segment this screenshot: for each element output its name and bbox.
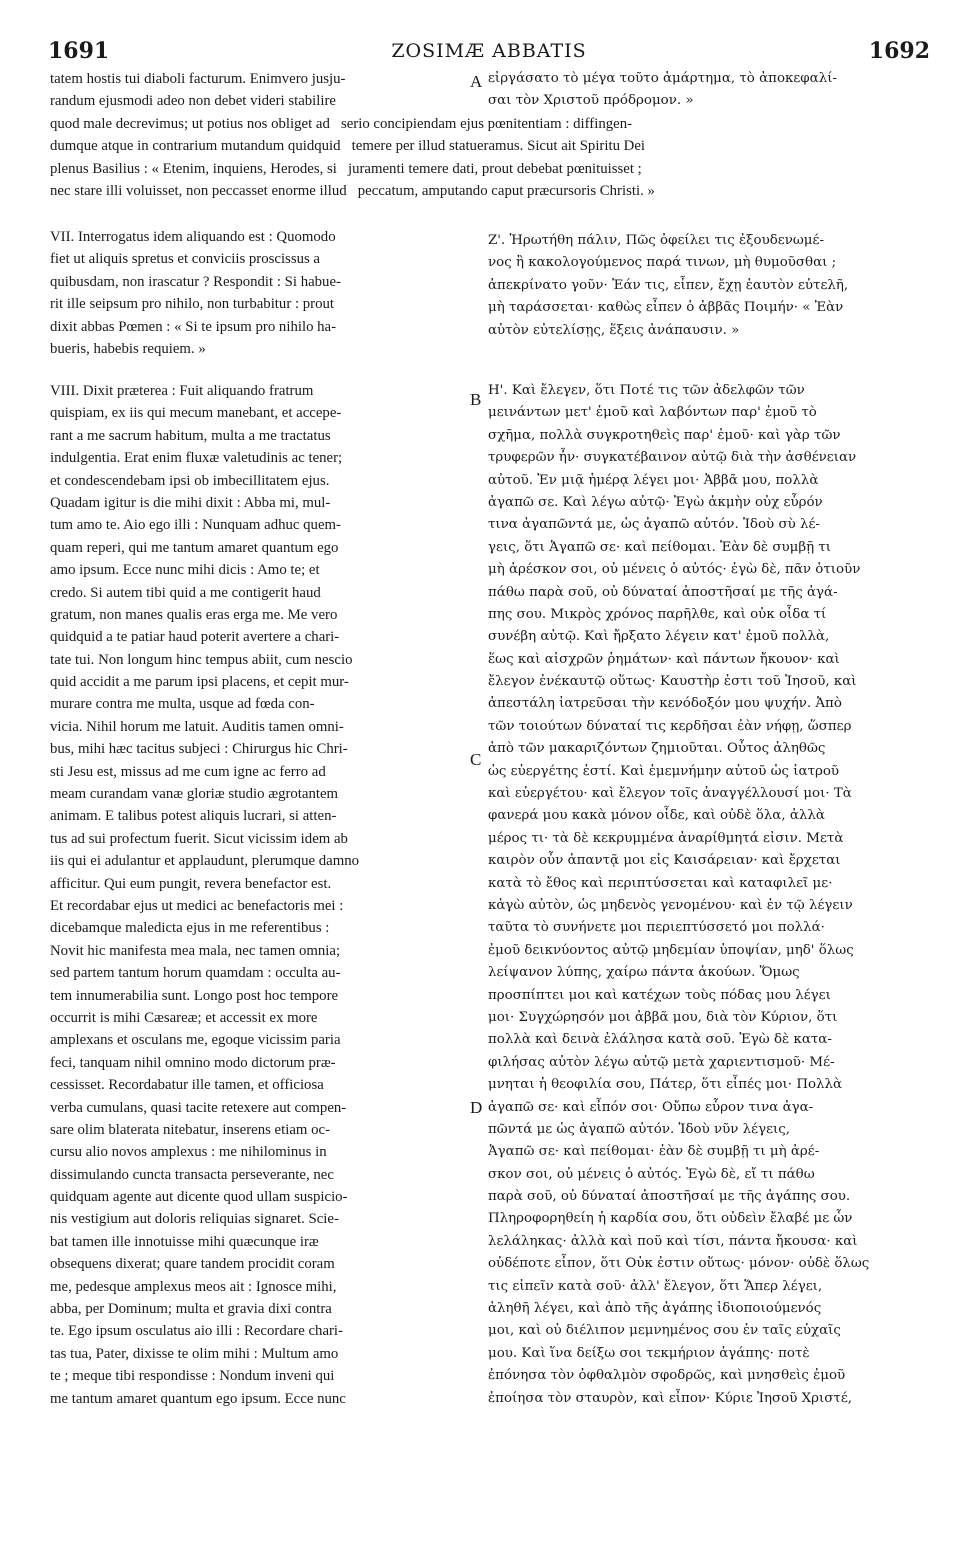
text-line: ταῦτα τὸ συνήνετε μοι περιεπτύσσετό μοι πολλά·	[488, 920, 825, 936]
text-line: obsequens dixerat; quare tandem procidit coram	[50, 1256, 335, 1273]
page-number-left: 1691	[48, 38, 110, 64]
page-number-right: 1692	[868, 38, 930, 64]
text-line: sti Jesu est, missus ad me cum igne ac ferro ad	[50, 763, 326, 780]
text-line: tas tua, Pater, dixisse te olim mihi : Multum amo	[50, 1345, 339, 1362]
full-width-paragraph	[50, 113, 930, 203]
greek-column-top	[488, 68, 928, 113]
text-line: Πληροφορηθείη ἡ καρδία σου, ὅτι οὐδεὶν ἔλαβέ με ὧν	[488, 1211, 853, 1227]
text-line: me tantum amaret quantum ego ipsum. Ecce nunc	[50, 1390, 346, 1407]
text-line: καὶ εὐεργέτου· καὶ ἔλεγον τοῖς ἀναγγέλλουσί μοι· Τὰ	[488, 786, 852, 802]
text-line: quidquid a te patiar haud poterit avertere a chari-	[50, 629, 340, 646]
text-line: ἐποίησα τὸν σταυρὸν, καὶ εἶπον· Κύριε Ἰησοῦ Χριστέ,	[488, 1390, 853, 1406]
text-line: cessisset. Recordabatur ille tamen, et officiosa	[50, 1077, 324, 1094]
greek-section-vii	[488, 230, 928, 342]
text-line: fiet ut aliquis spretus et conviciis proscissus a	[50, 251, 320, 268]
text-line: verba cumulans, quasi tacite retexere aut compen-	[50, 1099, 347, 1116]
greek-section-viii	[488, 380, 928, 1410]
text-line: quispiam, ex iis qui mecum manebant, et accepe-	[50, 405, 342, 422]
text-line: αὐτοῦ. Ἐν μιᾷ ἡμέρᾳ λέγει μοι· Ἀββᾶ μου, πολλὰ	[488, 472, 819, 488]
text-line: μέρος τι· τὰ δὲ κεκρυμμένα ἀναρίθμητά εἰσιν. Μετὰ	[488, 830, 844, 846]
text-line: animam. E talibus potest aliquis lucrari, si atten-	[50, 808, 337, 825]
text-line: tus ad sui profectum fuerit. Sicut vicissim idem ab	[50, 830, 348, 847]
text-line: plenus Basilius : « Etenim, inquiens, Herodes, si juramenti temere dati, prout debebat pœnituisset ;	[50, 160, 642, 177]
text-line: meam curandam vanæ gloriæ studio ægrotantem	[50, 786, 339, 803]
text-line: randum ejusmodi adeo non debet videri stabilire	[50, 93, 336, 110]
text-line: ἐμοῦ δεικνύοντος αὐτῷ μηδεμίαν ὑποψίαν, μηδ' ὅλως	[488, 942, 854, 958]
text-line: murare contra me multa, usque ad fœda con-	[50, 696, 315, 713]
text-line: μνηται ἡ θεοφιλία σου, Πάτερ, ὅτι εἶπές μοι· Πολλὰ	[488, 1077, 843, 1093]
text-line: ἀπεστάλη ἰατρεῦσαι τὴν κενόδοξόν μου ψυχήν. Ἀπὸ	[488, 696, 842, 712]
text-line: abba, per Dominum; multa et gravia dixi contra	[50, 1301, 332, 1318]
text-line: σαι τὸν Χριστοῦ πρόδρομον. »	[488, 93, 694, 109]
text-line: τῶν τοιούτων δύναταί τις κερδῆσαι ἐὰν νήφῃ, ὥσπερ	[488, 718, 852, 734]
text-line: ὡς εὐεργέτης ἐστί. Καὶ ἐμεμνήμην αὐτοῦ ὡς ἰατροῦ	[488, 763, 840, 779]
text-line: λελάληκας· ἀλλὰ καὶ ποῦ καὶ τίσι, πάντα ἤκουσα· καὶ	[488, 1233, 858, 1249]
text-line: nis vestigium aut doloris reliquias signaret. Scie-	[50, 1211, 339, 1228]
text-line: et condescendebam ipsi ob imbecillitatem ejus.	[50, 472, 330, 489]
text-line: αὐτὸν εὐτελίσῃς, ἕξεις ἀνάπαυσιν. »	[488, 322, 740, 338]
margin-mark-d: D	[470, 1098, 483, 1117]
text-line: Quadam igitur is die mihi dixit : Abba mi, mul-	[50, 494, 331, 511]
text-line: rit ille seipsum pro nihilo, non turbabitur : prout	[50, 296, 334, 313]
text-line: Et recordabar ejus ut medici ac benefactoris mei :	[50, 897, 344, 914]
margin-mark-c: C	[470, 750, 482, 769]
text-line: τις εἰπεῖν κατὰ σοῦ· ἀλλ' ἔλεγον, ὅτι Ἅπερ λέγει,	[488, 1278, 823, 1294]
text-line: Ζ'. Ἠρωτήθη πάλιν, Πῶς ὀφείλει τις ἐξουδενωμέ-	[488, 233, 824, 248]
text-line: ἀγαπῶ σε. Καὶ λέγω αὐτῷ· Ἐγὼ ἀκμὴν οὐχ εὗρόν	[488, 494, 823, 510]
text-line: indulgentia. Erat enim fluxæ valetudinis ac tener;	[50, 450, 343, 467]
text-line: dixit abbas Pœmen : « Si te ipsum pro nihilo ha-	[50, 318, 337, 335]
text-line: ἀγαπῶ σε· καὶ εἶπόν σοι· Οὔπω εὗρον τινα ἀγα-	[488, 1099, 814, 1115]
text-line: tem innumerabilia sunt. Longo post hoc tempore	[50, 987, 339, 1004]
text-line: quam reperi, qui me tantum amaret quantum ego	[50, 539, 339, 556]
text-line: dicebamque maledicta ejus in me referentibus :	[50, 920, 330, 937]
text-line: credo. Si autem tibi quid a me contigerit haud	[50, 584, 321, 601]
text-line: quidquam agente aut dicente quod ullam suspicio-	[50, 1189, 348, 1206]
text-line: te. Ego ipsum osculatus aio illi : Recordare chari-	[50, 1323, 343, 1340]
text-line: ἕως καὶ αἰσχρῶν ῥημάτων· καὶ πάντων ἤκουον· καὶ	[488, 651, 840, 667]
text-line: κατὰ τὸ ἔθος καὶ περιπτύσσεται καὶ καταφιλεῖ με·	[488, 875, 833, 891]
page-header	[48, 38, 930, 64]
text-line: tum amo te. Aio ego illi : Nunquam adhuc quem-	[50, 517, 341, 534]
text-line: μὴ ἀρέσκον σοι, οὐ μένεις ὁ αὐτός· ἐγὼ δὲ, πᾶν ὁτιοῦν	[488, 562, 861, 578]
text-line: feci, tanquam nihil omnino modo dictorum præ-	[50, 1054, 336, 1071]
text-line: vicia. Nihil horum me latuit. Auditis tamen omni-	[50, 718, 344, 735]
text-line: iis qui ei adulantur et applaudunt, plerumque damno	[50, 853, 360, 870]
text-line: ἀληθῆ λέγει, καὶ ἀπὸ τῆς ἀγάπης ἰδιοποιούμενός	[488, 1301, 822, 1317]
text-line: afficitur. Qui eum pungit, revera benefactor est.	[50, 875, 332, 892]
text-line: bus, mihi hæc tacitus subjeci : Chirurgus hic Chri-	[50, 741, 348, 758]
text-line: dumque atque in contrarium mutandum quidquid temere per illud statueramus. Sicut ait Spiritu Dei	[50, 138, 646, 155]
text-line: παρὰ σοῦ, οὐ δύναταί ἀποστῆσαί με τῆς ἀγάπης σου.	[488, 1189, 851, 1205]
text-line: Novit hic manifesta mea mala, nec tamen omnia;	[50, 942, 341, 959]
text-line: VIII. Dixit præterea : Fuit aliquando fratrum	[50, 383, 314, 399]
text-line: συνέβη αὐτῷ. Καὶ ἤρξατο λέγειν κατ' ἐμοῦ πολλὰ,	[488, 629, 830, 645]
text-line: ἀπὸ τῶν μακαριζόντων ζημιοῦται. Οὗτος ἀληθῶς	[488, 741, 826, 757]
latin-section-vii	[50, 226, 470, 360]
running-title: ZOSIMÆ ABBATIS	[391, 40, 587, 62]
text-line: tatem hostis tui diaboli facturum. Enimvero jusju-	[50, 71, 346, 87]
text-line: νος ἢ κακολογούμενος παρά τινων, μὴ θυμοῦσθαι ;	[488, 255, 837, 271]
text-line: me, pedesque amplexus meos ait : Ignosce mihi,	[50, 1278, 337, 1295]
text-line: amplexans et osculans me, egoque vicissim paria	[50, 1032, 341, 1049]
text-line: τρυφερῶν ἦν· συγκατέβαινον αὐτῷ διὰ τὴν ἀσθένειαν	[488, 450, 857, 466]
text-line: gratum, non manes qualis eras erga me. Me vero	[50, 606, 338, 623]
text-line: οὐδέποτε εἶπον, ὅτι Οὐκ ἐστιν οὕτως· μόνον· οὐδὲ ὅλως	[488, 1256, 870, 1272]
text-line: μοι· Συγχώρησόν μοι ἀββᾶ μου, διὰ τὸν Κύριον, ὅτι	[488, 1009, 838, 1025]
text-line: εἰργάσατο τὸ μέγα τοῦτο ἁμάρτημα, τὸ ἀποκεφαλί-	[488, 71, 837, 86]
text-line: τινα ἀγαπῶντά με, ὡς ἀγαπῶ αὐτόν. Ἰδοὺ σὺ λέ-	[488, 517, 820, 533]
text-line: σχῆμα, πολλὰ συγκροτηθεὶς παρ' ἐμοῦ· καὶ γὰρ τῶν	[488, 427, 841, 443]
text-line: μὴ ταράσσεται· καθὼς εἶπεν ὁ ἀββᾶς Ποιμήν· « Ἐὰν	[488, 300, 844, 316]
text-line: σκον σοι, οὐ μένεις ὁ αὐτός. Ἐγὼ δὲ, εἴ τι πάθω	[488, 1166, 815, 1182]
text-line: καιρὸν οὖν ἀπαντᾷ μοι εἰς Καισάρειαν· καὶ ἔρχεται	[488, 853, 841, 869]
text-line: γεις, ὅτι Ἀγαπῶ σε· καὶ πείθομαι. Ἐὰν δὲ συμβῇ τι	[488, 539, 832, 555]
text-line: πολλὰ καὶ δεινὰ ἐλάλησα κατὰ σοῦ. Ἐγὼ δὲ κατα-	[488, 1032, 832, 1048]
text-line: λείψανον λύπης, χαίρω πάντα ἀκούων. Ὅμως	[488, 965, 800, 981]
text-line: rant a me sacrum habitum, multa a me tractatus	[50, 427, 331, 444]
text-line: μου. Καὶ ἵνα δείξω σοι τεκμήριον ἀγάπης· ποτὲ	[488, 1345, 810, 1361]
text-line: sed partem tantum horum quamdam : occulta au-	[50, 965, 341, 982]
text-line: πάθω παρὰ σοῦ, οὐ δύναταί ἀποστῆσαί με τῆς ἀγά-	[488, 584, 838, 600]
text-line: amo ipsum. Ecce nunc mihi dicis : Amo te; et	[50, 562, 320, 579]
text-line: quid accidit a me parum ipsi placens, et cepit mur-	[50, 674, 349, 691]
text-line: ἀπεκρίνατο γοῦν· Ἐάν τις, εἶπεν, ἔχῃ ἑαυτὸν εὐτελῆ,	[488, 277, 849, 293]
text-line: cursu alio novos amplexus : me nihilominus in	[50, 1144, 327, 1161]
text-line: Ἀγαπῶ σε· καὶ πείθομαι· ἐὰν δὲ συμβῇ τι μὴ ἀρέ-	[488, 1144, 820, 1160]
text-line: tate tui. Non longum hinc tempus abiit, cum nescio	[50, 651, 353, 668]
text-line: nec stare illi voluisset, non peccasset enorme illud peccatum, amputando caput præcursoris Christi. »	[50, 183, 655, 200]
text-line: te ; meque tibi respondisse : Nondum inveni qui	[50, 1368, 335, 1385]
text-line: φανερά μου κακὰ μόνον οἶδε, καὶ οὐδὲ ὅλα, ἀλλὰ	[488, 808, 825, 824]
text-line: κἀγὼ αὐτὸν, ὡς μηδενὸς γενομένου· καὶ ἐν τῷ λέγειν	[488, 897, 853, 913]
text-line: VII. Interrogatus idem aliquando est : Quomodo	[50, 229, 336, 245]
text-line: bat tamen ille innotuisse mihi quæcunque iræ	[50, 1233, 319, 1250]
margin-mark-b: B	[470, 390, 482, 409]
text-line: ἐπόνησα τὸν ὀφθαλμὸν σφοδρῶς, καὶ μνησθεὶς ἐμοῦ	[488, 1368, 846, 1384]
text-line: Η'. Καὶ ἔλεγεν, ὅτι Ποτέ τις τῶν ἀδελφῶν τῶν	[488, 383, 805, 398]
text-line: φιλήσας αὐτὸν λέγω αὐτῷ μετὰ χαριεντισμοῦ· Μέ-	[488, 1054, 835, 1070]
text-line: μοι, καὶ οὐ διέλιπον μεμνημένος σου ἐν ταῖς εὐχαῖς	[488, 1323, 841, 1339]
text-line: πῶντά με ὡς ἀγαπῶ αὐτόν. Ἰδοὺ νῦν λέγεις,	[488, 1121, 791, 1137]
text-line: sare olim blaterata nitebatur, inserens etiam oc-	[50, 1121, 331, 1138]
text-line: quod male decrevimus; ut potius nos obliget ad serio concipiendam ejus pœnitentiam : diffingen-	[50, 116, 633, 132]
text-line: μεινάντων μετ' ἐμοῦ καὶ λαβόντων παρ' ἐμοῦ τὸ	[488, 405, 817, 421]
text-line: προσπίπτει μοι καὶ κατέχων τοὺς πόδας μου λέγει	[488, 987, 831, 1003]
latin-section-viii	[50, 380, 470, 1410]
text-line: occurrit is mihi Cæsareæ; et accessit ex more	[50, 1009, 318, 1026]
latin-column-top	[50, 68, 470, 113]
text-line: bueris, habebis requiem. »	[50, 340, 206, 357]
margin-mark-a: A	[470, 72, 483, 91]
text-line: πης σου. Μικρὸς χρόνος παρῆλθε, καὶ οὐκ οἶδα τί	[488, 606, 827, 622]
text-line: quibusdam, non irascatur ? Respondit : Si habue-	[50, 273, 341, 290]
text-line: dissimulando cuncta transacta perseverante, nec	[50, 1166, 334, 1183]
text-line: ἔλεγον ἐνέκαυτῷ οὕτως· Καυστὴρ ἐστι τοῦ Ἰησοῦ, καὶ	[488, 674, 857, 690]
